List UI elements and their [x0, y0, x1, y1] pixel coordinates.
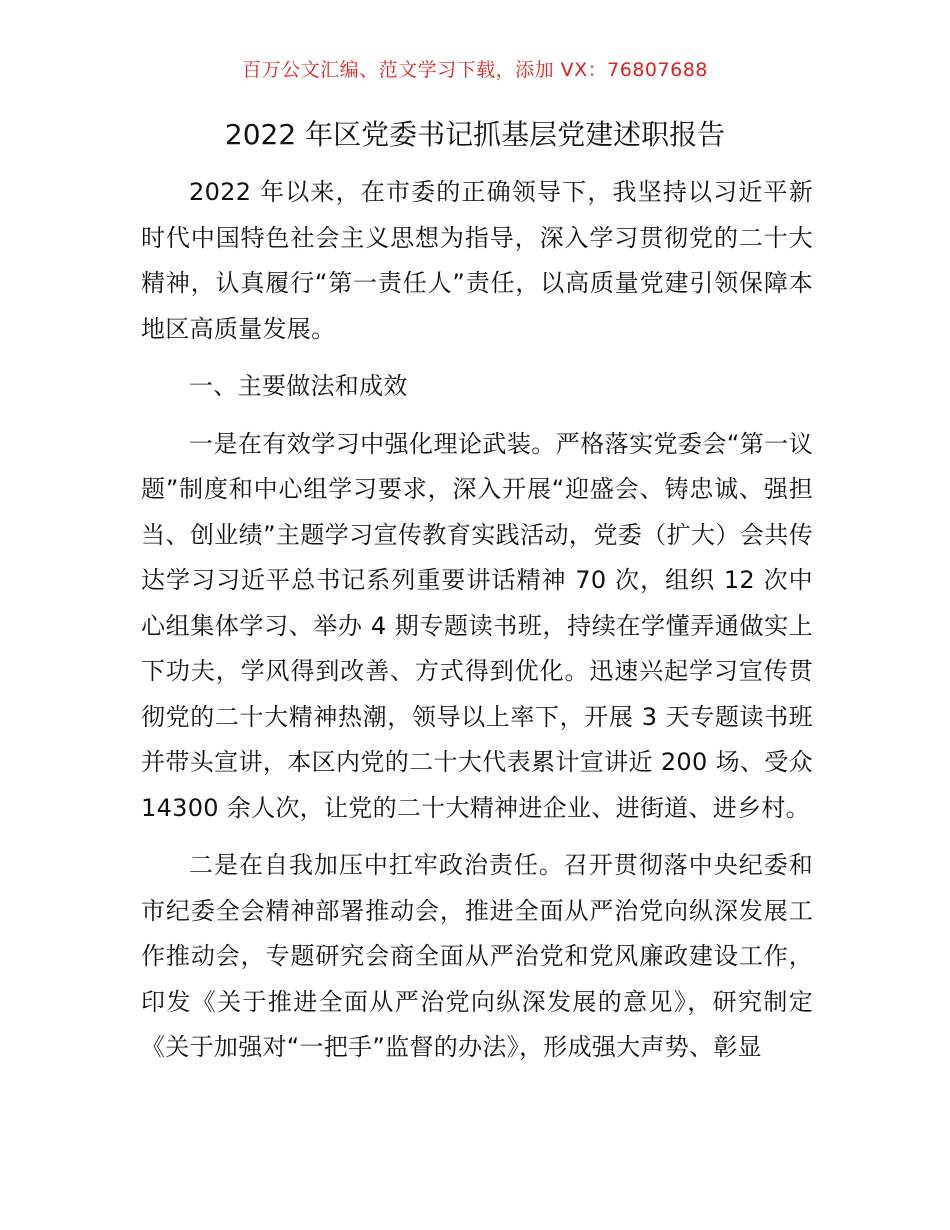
document-title: 2022 年区党委书记抓基层党建述职报告 [224, 118, 726, 151]
paragraph-study: 一是在有效学习中强化理论武装。严格落实党委会“第一议题”制度和中心组学习要求，深入开展“迎盛会、铸忠诚、强担当、创业绩”主题学习宣传教育实践活动，党委（扩大）会共传达学习习近平总书记系列重要讲话精神 70 次，组织 12 次中心组集体学习、举办 4 期专题读书班，持续在学懂弄通做实上下功夫，学风得到改善、方式得到优化。迅速兴起学习宣传贯彻党的二十大精神热潮，领导以上率下，开展 3 天专题读书班并带头宣讲，本区内党的二十大代表累计宣讲近 200 场、受众 14300 余人次，让党的二十大精神进企业、进街道、进乡村。 [141, 429, 813, 822]
paragraph-responsibility: 二是在自我加压中扛牢政治责任。召开贯彻落中央纪委和市纪委全会精神部署推动会，推进全面从严治党向纵深发展工作推动会，专题研究会商全面从严治党和党风廉政建设工作，印发《关于推进全面从严治党向纵深发展的意见》，研究制定《关于加强对“一把手”监督的办法》，形成强大声势、彰显 [141, 851, 813, 1061]
document-body [141, 170, 813, 1071]
header-banner: 百万公文汇编、范文学习下载，添加 VX：76807688 [242, 59, 708, 81]
intro-paragraph: 2022 年以来，在市委的正确领导下，我坚持以习近平新时代中国特色社会主义思想为指导，深入学习贯彻党的二十大精神，认真履行“第一责任人”责任，以高质量党建引领保障本地区高质量发展。 [141, 178, 813, 343]
section-heading: 一、主要做法和成效 [189, 372, 408, 400]
